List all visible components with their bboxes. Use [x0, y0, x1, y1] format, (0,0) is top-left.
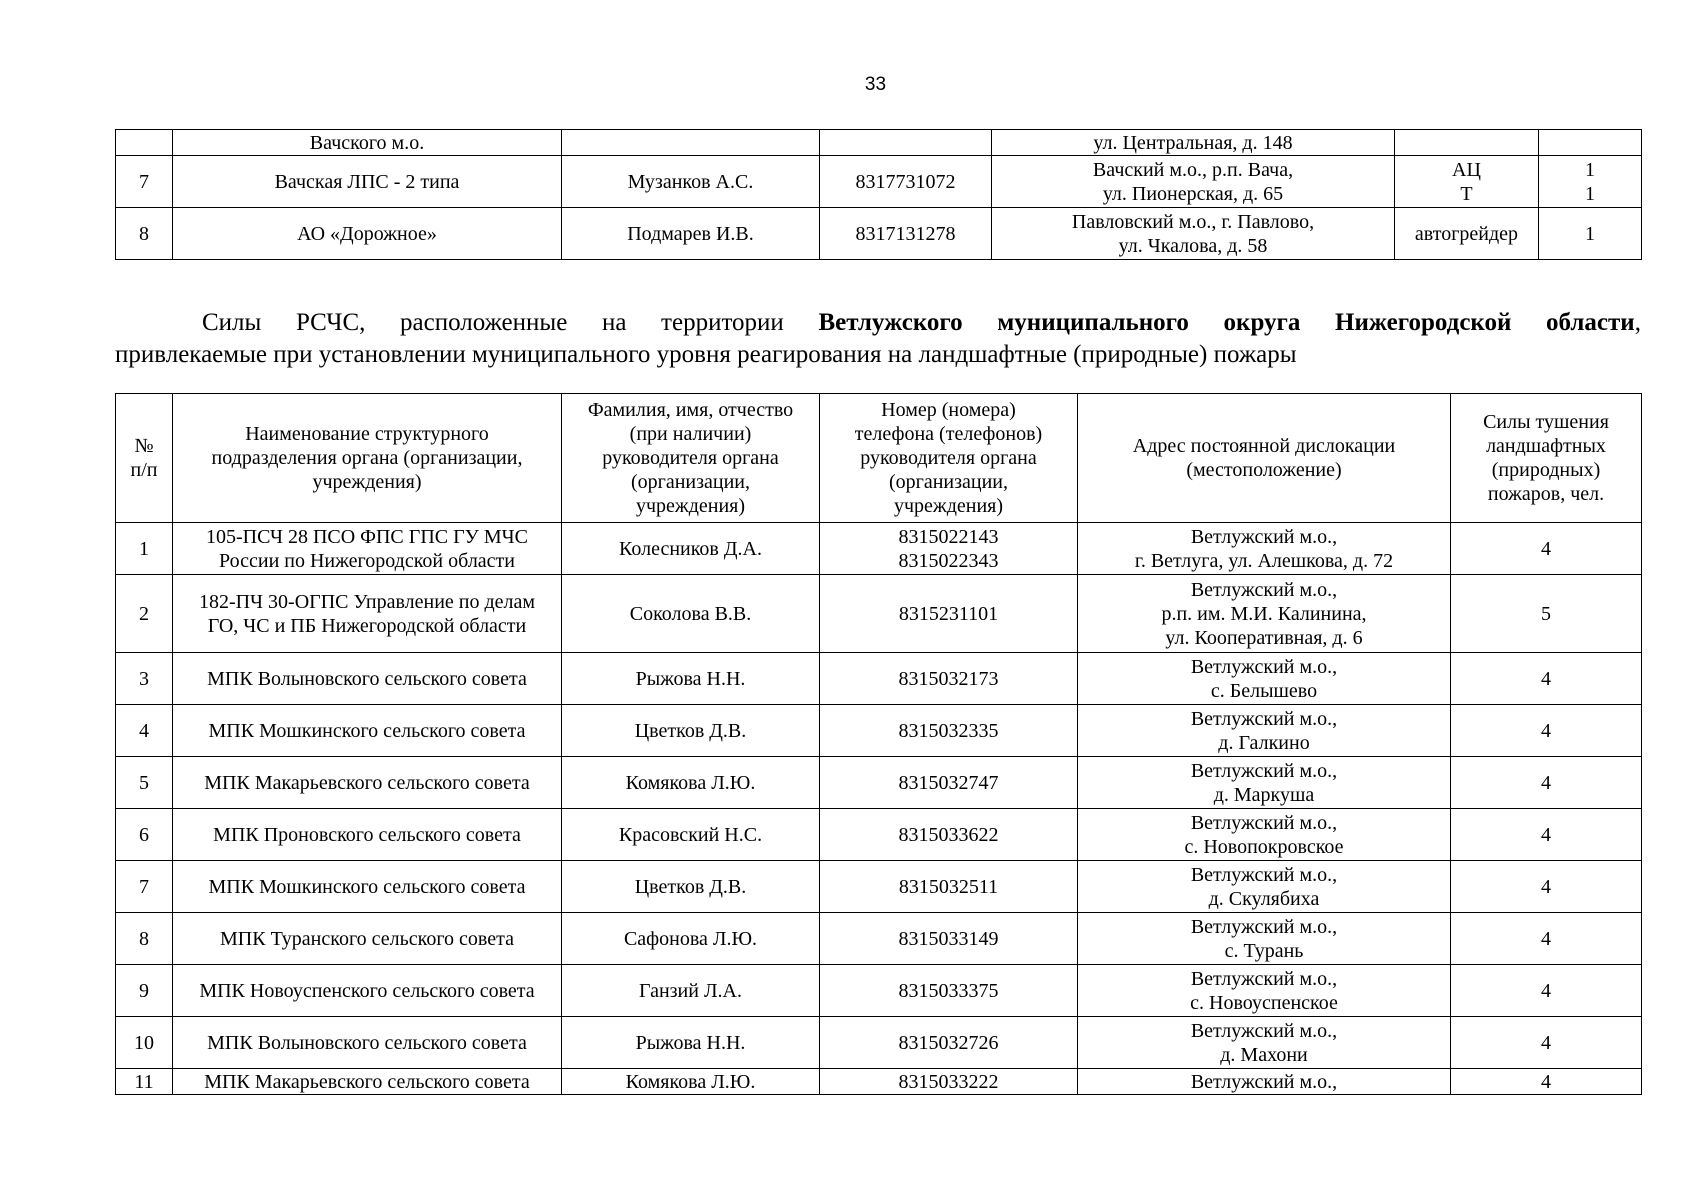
table-row	[116, 575, 1642, 653]
phone-number: 8315032511	[820, 861, 1078, 913]
row-number: 2	[116, 575, 173, 653]
row-number: 1	[116, 523, 173, 575]
table-row	[116, 1069, 1642, 1095]
phone-number: 8315032747	[820, 757, 1078, 809]
row-number: 5	[116, 757, 173, 809]
forces-count: 4	[1451, 1069, 1642, 1095]
organization-name: МПК Волыновского сельского совета	[173, 1017, 562, 1069]
head-name	[562, 130, 820, 156]
forces-table	[115, 393, 1642, 1095]
head-name: Рыжова Н.Н.	[562, 653, 820, 705]
organization-name: МПК Волыновского сельского совета	[173, 653, 562, 705]
equipment-count: 1 1	[1539, 156, 1642, 208]
head-name: Ганзий Л.А.	[562, 965, 820, 1017]
heading-bold-word: Нижегородской	[1335, 309, 1512, 336]
address: Ветлужский м.о., д. Махони	[1078, 1017, 1451, 1069]
header-phone: Номер (номера) телефона (телефонов) руководителя органа (организации, учреждения)	[820, 394, 1078, 523]
heading-word: РСЧС,	[295, 309, 366, 336]
table-row	[116, 705, 1642, 757]
address: Ветлужский м.о.,	[1078, 1069, 1451, 1095]
organization-name: 105-ПСЧ 28 ПСО ФПС ГПС ГУ МЧС России по Нижегородской области	[173, 523, 562, 575]
table-row	[116, 208, 1642, 260]
address: ул. Центральная, д. 148	[992, 130, 1395, 156]
head-name: Цветков Д.В.	[562, 861, 820, 913]
forces-count: 4	[1451, 965, 1642, 1017]
address: Ветлужский м.о., д. Скулябиха	[1078, 861, 1451, 913]
organization-name: АО «Дорожное»	[173, 208, 562, 260]
header-forces: Силы тушения ландшафтных (природных) пожаров, чел.	[1451, 394, 1642, 523]
address: Вачский м.о., р.п. Вача, ул. Пионерская, д. 65	[992, 156, 1395, 208]
table-row	[116, 965, 1642, 1017]
forces-count: 4	[1451, 523, 1642, 575]
organization-name: МПК Мошкинского сельского совета	[173, 861, 562, 913]
organization-name: МПК Туранского сельского совета	[173, 913, 562, 965]
equipment-count: 1	[1539, 208, 1642, 260]
organization-name: МПК Макарьевского сельского совета	[173, 757, 562, 809]
header-number: № п/п	[116, 394, 173, 523]
heading-bold-word: Ветлужского	[818, 309, 963, 336]
head-name: Сафонова Л.Ю.	[562, 913, 820, 965]
table-header-row	[116, 394, 1642, 523]
row-number: 8	[116, 208, 173, 260]
row-number: 6	[116, 809, 173, 861]
heading-bold-word: муниципального	[997, 309, 1189, 336]
equipment-type	[1395, 130, 1539, 156]
forces-count: 4	[1451, 705, 1642, 757]
organization-name: МПК Макарьевского сельского совета	[173, 1069, 562, 1095]
address: Ветлужский м.о., г. Ветлуга, ул. Алешкова, д. 72	[1078, 523, 1451, 575]
head-name: Цветков Д.В.	[562, 705, 820, 757]
row-number: 7	[116, 861, 173, 913]
header-head-name: Фамилия, имя, отчество (при наличии) руководителя органа (организации, учреждения)	[562, 394, 820, 523]
phone-number: 8315033622	[820, 809, 1078, 861]
forces-count: 5	[1451, 575, 1642, 653]
heading-bold-word: области	[1546, 309, 1635, 336]
forces-count: 4	[1451, 1017, 1642, 1069]
heading-bold-word: округа	[1223, 309, 1301, 336]
head-name: Соколова В.В.	[562, 575, 820, 653]
address: Ветлужский м.о., с. Новопокровское	[1078, 809, 1451, 861]
table-row	[116, 1017, 1642, 1069]
row-number: 9	[116, 965, 173, 1017]
forces-count: 4	[1451, 861, 1642, 913]
phone-number: 8315032173	[820, 653, 1078, 705]
table-row	[116, 653, 1642, 705]
forces-count: 4	[1451, 757, 1642, 809]
row-number: 3	[116, 653, 173, 705]
table-row	[116, 130, 1642, 156]
phone-number	[820, 130, 992, 156]
table-row	[116, 757, 1642, 809]
head-name: Подмарев И.В.	[562, 208, 820, 260]
phone-number: 8315033222	[820, 1069, 1078, 1095]
page-number: 33	[864, 74, 887, 95]
header-address: Адрес постоянной дислокации (местоположение)	[1078, 394, 1451, 523]
head-name: Комякова Л.Ю.	[562, 757, 820, 809]
head-name: Музанков А.С.	[562, 156, 820, 208]
equipment-count	[1539, 130, 1642, 156]
heading-line-1	[115, 307, 1641, 339]
forces-count: 4	[1451, 809, 1642, 861]
equipment-type: автогрейдер	[1395, 208, 1539, 260]
table-row	[116, 523, 1642, 575]
organization-name: Вачского м.о.	[173, 130, 562, 156]
heading-word: расположенные	[400, 309, 568, 336]
organization-name: МПК Мошкинского сельского совета	[173, 705, 562, 757]
address: Ветлужский м.о., д. Маркуша	[1078, 757, 1451, 809]
table-row	[116, 913, 1642, 965]
phone-number: 8317131278	[820, 208, 992, 260]
address: Павловский м.о., г. Павлово, ул. Чкалова, д. 58	[992, 208, 1395, 260]
phone-number: 8315231101	[820, 575, 1078, 653]
head-name: Красовский Н.С.	[562, 809, 820, 861]
heading-line-2: привлекаемые при установлении муниципального уровня реагирования на ландшафтные (природные) пожары	[115, 341, 1297, 368]
phone-number: 8317731072	[820, 156, 992, 208]
forces-count: 4	[1451, 653, 1642, 705]
heading-word: территории	[661, 309, 784, 336]
phone-number: 8315032726	[820, 1017, 1078, 1069]
address: Ветлужский м.о., р.п. им. М.И. Калинина, ул. Кооперативная, д. 6	[1078, 575, 1451, 653]
heading-word: Силы	[202, 309, 262, 336]
row-number: 8	[116, 913, 173, 965]
phone-number: 8315032335	[820, 705, 1078, 757]
organization-name: Вачская ЛПС - 2 типа	[173, 156, 562, 208]
equipment-type: АЦ Т	[1395, 156, 1539, 208]
table-row	[116, 809, 1642, 861]
row-number: 10	[116, 1017, 173, 1069]
row-number	[116, 130, 173, 156]
row-number: 7	[116, 156, 173, 208]
table-row	[116, 156, 1642, 208]
forces-count: 4	[1451, 913, 1642, 965]
address: Ветлужский м.о., д. Галкино	[1078, 705, 1451, 757]
address: Ветлужский м.о., с. Турань	[1078, 913, 1451, 965]
phone-number: 8315022143 8315022343	[820, 523, 1078, 575]
header-organization: Наименование структурного подразделения органа (организации, учреждения)	[173, 394, 562, 523]
head-name: Рыжова Н.Н.	[562, 1017, 820, 1069]
organization-name: 182-ПЧ 30-ОГПС Управление по делам ГО, ЧС и ПБ Нижегородской области	[173, 575, 562, 653]
organization-name: МПК Новоуспенского сельского совета	[173, 965, 562, 1017]
heading-word: на	[601, 309, 627, 336]
table-row	[116, 861, 1642, 913]
continued-table	[115, 129, 1642, 260]
heading-last-word: области,	[1546, 309, 1641, 336]
address: Ветлужский м.о., с. Новоуспенское	[1078, 965, 1451, 1017]
phone-number: 8315033149	[820, 913, 1078, 965]
row-number: 11	[116, 1069, 173, 1095]
section-heading	[115, 307, 1641, 371]
head-name: Колесников Д.А.	[562, 523, 820, 575]
organization-name: МПК Проновского сельского совета	[173, 809, 562, 861]
address: Ветлужский м.о., с. Белышево	[1078, 653, 1451, 705]
phone-number: 8315033375	[820, 965, 1078, 1017]
row-number: 4	[116, 705, 173, 757]
head-name: Комякова Л.Ю.	[562, 1069, 820, 1095]
